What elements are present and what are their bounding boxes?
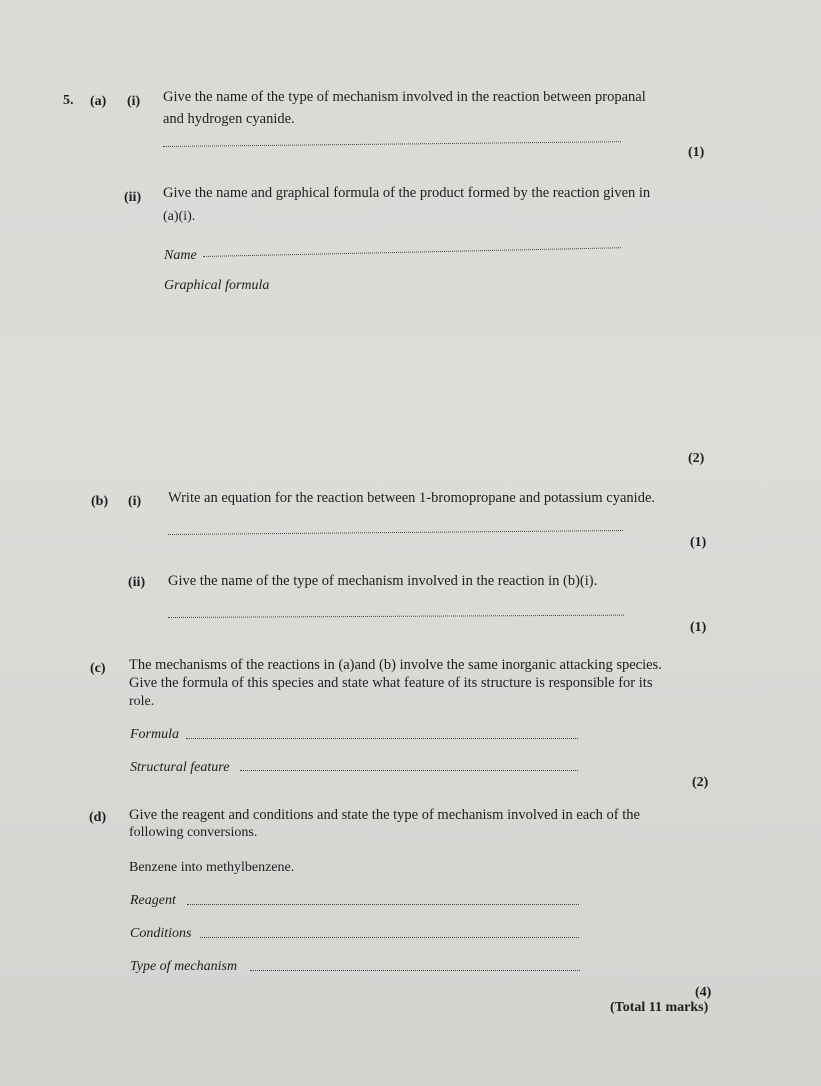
name-label: Name	[164, 248, 197, 263]
mark-c: (2)	[692, 775, 709, 790]
mark-a-ii: (2)	[688, 451, 705, 466]
question-number: 5.	[63, 93, 74, 108]
part-a-i-text-line2: and hydrogen cyanide.	[163, 111, 295, 127]
conversion-text: Benzene into methylbenzene.	[129, 860, 295, 875]
answer-line-b-i[interactable]	[168, 530, 623, 535]
mark-b-ii: (1)	[690, 620, 707, 635]
part-b-i-text: Write an equation for the reaction between 1-bromopropane and potassium cyanide.	[168, 490, 656, 506]
part-c-label: (c)	[90, 661, 106, 676]
structural-feature-label: Structural feature	[130, 760, 230, 775]
answer-line-a-i[interactable]	[163, 141, 621, 147]
part-a-label: (a)	[90, 94, 107, 109]
part-a-ii-text-line2: (a)(i).	[163, 209, 196, 224]
part-c-text-line2: Give the formula of this species and state what feature of its structure is responsible for its	[129, 675, 653, 691]
answer-line-name[interactable]	[203, 247, 621, 257]
conditions-label: Conditions	[130, 926, 192, 941]
answer-line-structural-feature[interactable]	[240, 770, 578, 771]
reagent-label: Reagent	[130, 893, 176, 908]
part-b-i-label: (i)	[128, 494, 142, 509]
part-d-text-line2: following conversions.	[129, 825, 258, 840]
part-a-i-label: (i)	[127, 94, 141, 109]
mark-b-i: (1)	[690, 535, 707, 550]
graphical-formula-answer-space[interactable]	[160, 298, 640, 443]
part-a-ii-text-line1: Give the name and graphical formula of the product formed by the reaction given in	[163, 185, 651, 201]
answer-line-b-ii[interactable]	[168, 615, 624, 618]
part-d-text-line1: Give the reagent and conditions and state the type of mechanism involved in each of the	[129, 807, 640, 823]
part-a-i-text-line1: Give the name of the type of mechanism involved in the reaction between propanal	[163, 89, 646, 105]
part-b-ii-label: (ii)	[128, 575, 146, 590]
part-b-ii-text: Give the name of the type of mechanism involved in the reaction in (b)(i).	[168, 573, 598, 589]
formula-label: Formula	[130, 727, 179, 742]
answer-line-reagent[interactable]	[187, 904, 579, 905]
type-of-mechanism-label: Type of mechanism	[130, 959, 238, 974]
part-a-ii-label: (ii)	[124, 190, 142, 205]
answer-line-conditions[interactable]	[200, 937, 579, 938]
part-c-text-line3: role.	[129, 694, 155, 709]
mark-d: (4)	[695, 985, 712, 1000]
part-b-label: (b)	[91, 494, 109, 509]
part-c-text-line1: The mechanisms of the reactions in (a)and (b) involve the same inorganic attacking species.	[129, 657, 662, 673]
mark-a-i: (1)	[688, 145, 705, 160]
part-d-label: (d)	[89, 810, 107, 825]
answer-line-type-of-mechanism[interactable]	[250, 970, 580, 971]
total-marks: (Total 11 marks)	[610, 1000, 709, 1015]
graphical-formula-label: Graphical formula	[164, 278, 270, 293]
answer-line-formula[interactable]	[186, 738, 578, 739]
